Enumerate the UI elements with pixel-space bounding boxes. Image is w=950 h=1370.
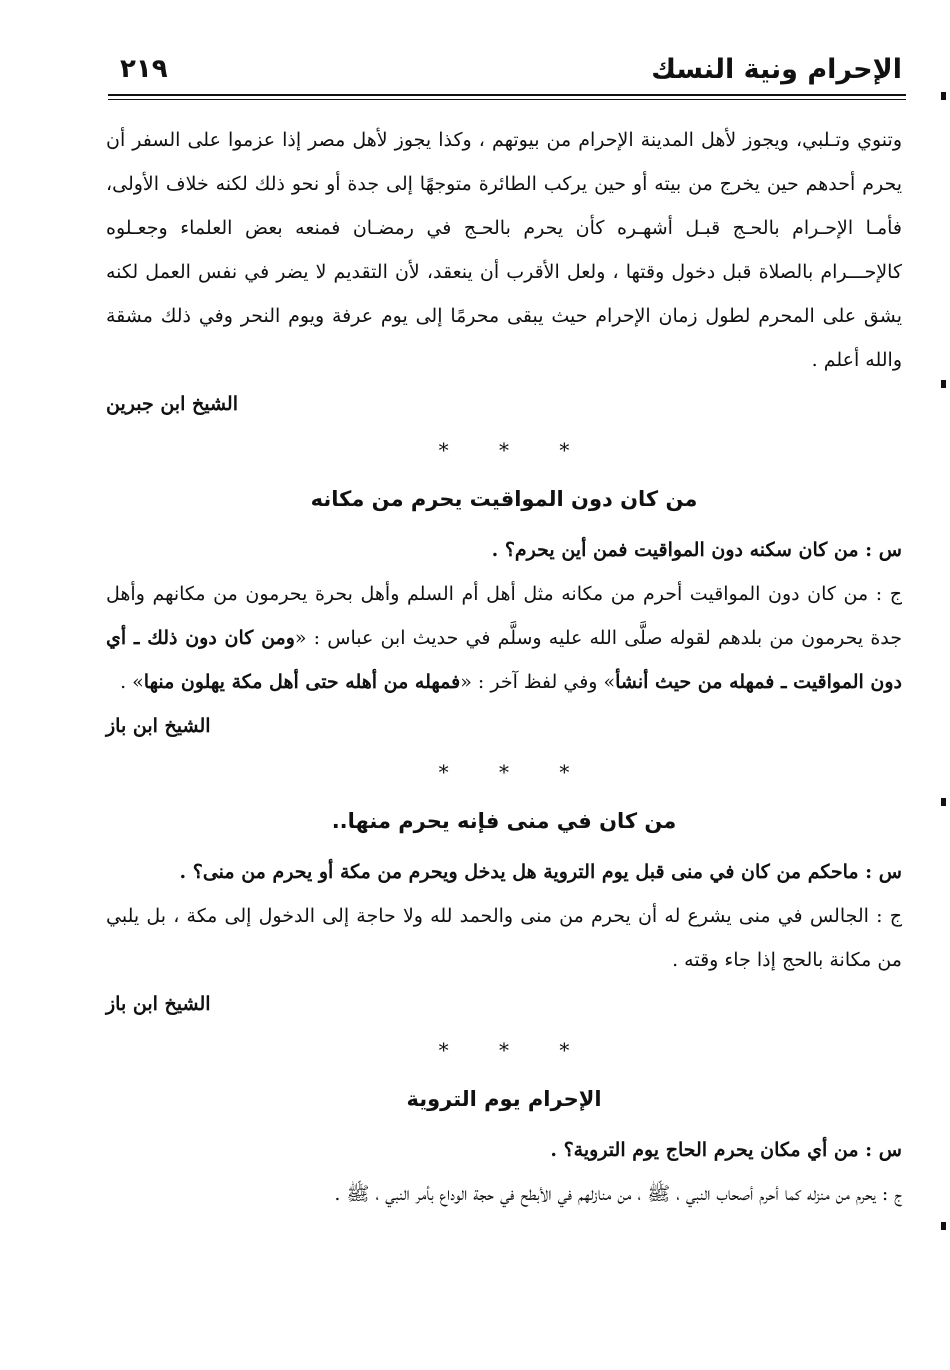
scan-edge-mark <box>941 92 946 100</box>
section-heading: من كان دون المواقيت يحرم من مكانه <box>310 487 698 511</box>
question-text: س : من كان سكنه دون المواقيت فمن أين يحرم؟ . <box>491 539 902 561</box>
question-text: س : من أي مكان يحرم الحاج يوم التروية؟ . <box>550 1139 902 1161</box>
running-header <box>108 52 902 96</box>
signature-block <box>106 704 902 748</box>
answer-text: ج : يحرم من منزله كما أحرم أصحاب النبي ، ﷺ ، من منازلهم في الأبطح في حجة الوداع بأمر النبي ، ﷺ . <box>334 1183 902 1205</box>
question-text: س : ماحكم من كان في منى قبل يوم التروية هل يدخل ويحرم من مكة أو يحرم من منى؟ . <box>179 861 902 883</box>
header-rule-thin <box>108 99 906 100</box>
section-separator: * * * <box>438 438 592 462</box>
signature-ibn-baz: الشيخ ابن باز <box>106 715 211 737</box>
section-separator: * * * <box>438 1038 592 1062</box>
answer-segment: » وفي لفظ آخر : « <box>460 671 616 693</box>
running-title: الإحرام ونية النسك <box>651 54 902 85</box>
answer-text: ج : الجالس في منى يشرع له أن يحرم من منى والحمد لله ولا حاجة إلى الدخول إلى مكة ، بل يلبي من مكانة بالحج إذا جاء وقته . <box>106 905 902 971</box>
signature-block <box>106 982 902 1026</box>
continuation-paragraph: وتنوي وتـلبي، ويجوز لأهل المدينة الإحرام من بيوتهم ، وكذا يجوز لأهل مصر إذا عزموا على السفر أن يحرم أحدهم حين يخرج من بيته أو حين يركب الطائرة متوجهًا إلى جدة أو نحو ذلك لكنه خلاف الأولى، فأمـا الإحـرام بالحـج قبـل أشهـره كأن يحرم بالحـج في رمضـان فمنعه بعض العلماء وجعـلوه كالإحـــرام بالصلاة قبل دخول وقتها ، ولعل الأقرب أن ينعقد، لأن التقديم لا يضر في نفس العمل لكنه يشق على المحرم لطول زمان الإحرام حيث يبقى محرمًا إلى يوم عرفة ويوم النحر وفي ذلك مشقة والله أعلم . <box>106 129 902 371</box>
section-separator: * * * <box>438 760 592 784</box>
hadith-quote: ومن كان دون ذلك ـ أي دون المواقيت ـ فمهله من حيث أنشأ <box>106 627 902 693</box>
answer-segment: » . <box>120 671 144 693</box>
answer-segment: ج : من كان دون المواقيت أحرم من مكانه مثل أهل أم السلم وأهل بحرة يحرمون من مكانهم وأهل جدة يحرمون من بلدهم لقوله صلَّى الله عليه وسلَّم في حديث ابن عباس : « <box>106 583 902 649</box>
header-rule-thick <box>108 94 906 96</box>
hadith-quote: فمهله من أهله حتى أهل مكة يهلون منها <box>143 671 461 693</box>
signature-block <box>106 382 902 426</box>
scan-edge-mark <box>941 380 946 388</box>
answer-text <box>106 572 902 704</box>
scan-edge-mark <box>941 798 946 806</box>
scan-edge-mark <box>941 1222 946 1230</box>
signature-ibn-baz: الشيخ ابن باز <box>106 993 211 1015</box>
page-number: ٢١٩ <box>120 54 168 84</box>
signature-ibn-jibreen: الشيخ ابن جبرين <box>106 393 238 415</box>
page-content <box>106 118 902 1216</box>
section-heading: من كان في منى فإنه يحرم منها.. <box>331 809 677 833</box>
section-heading: الإحرام يوم التروية <box>406 1087 602 1111</box>
